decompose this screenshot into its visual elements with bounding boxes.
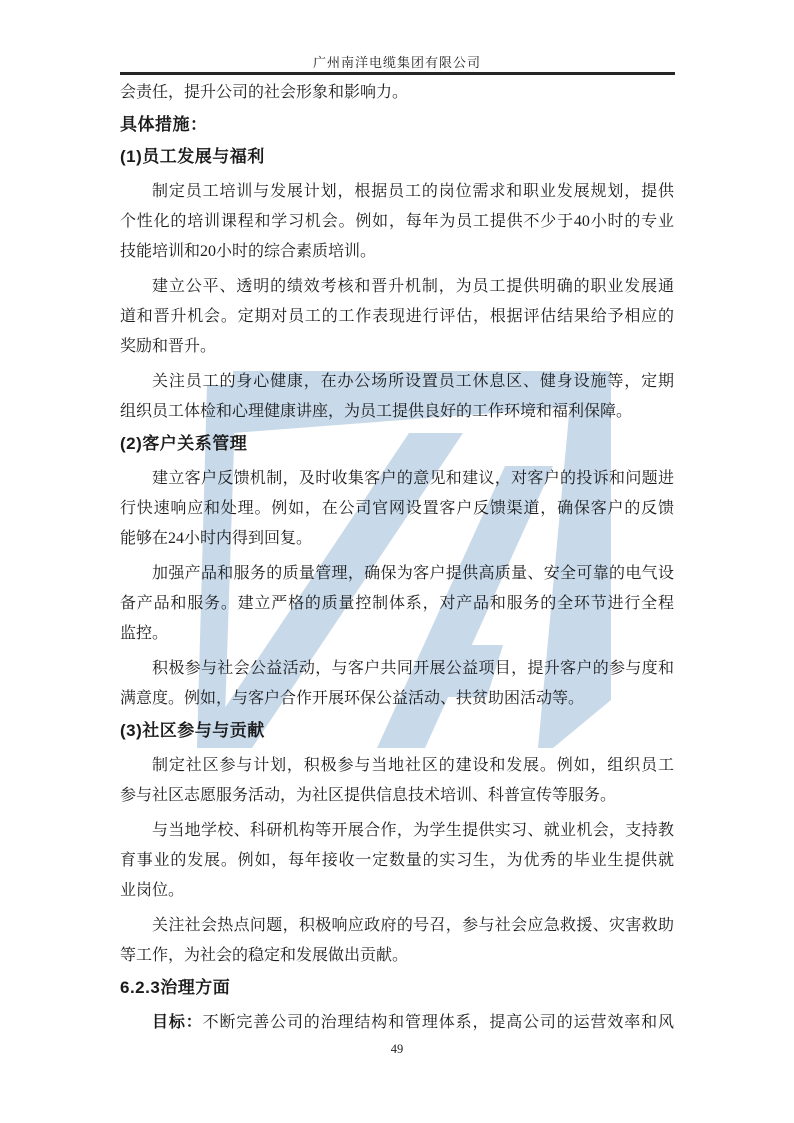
text-line: 行快速响应和处理。例如，在公司官网设置客户反馈渠道，确保客户的反馈 <box>120 500 674 517</box>
document-body <box>120 78 674 1038</box>
section-heading <box>120 973 674 1003</box>
text-line: (1)员工发展与福利 <box>120 147 265 166</box>
text-line: 监控。 <box>120 625 169 642</box>
text-line: 制定社区参与计划，积极参与当地社区的建设和发展。例如，组织员工 <box>152 757 674 774</box>
paragraph <box>120 367 674 427</box>
text-line: 目标：不断完善公司的治理结构和管理体系，提高公司的运营效率和风 <box>152 1014 674 1031</box>
text-line: 建立客户反馈机制，及时收集客户的意见和建议，对客户的投诉和问题进 <box>152 470 674 487</box>
section-heading <box>120 716 674 746</box>
text-line: 参与社区志愿服务活动，为社区提供信息技术培训、科普宣传等服务。 <box>120 787 617 804</box>
paragraph <box>120 1008 674 1038</box>
text-line: 等工作，为社会的稳定和发展做出贡献。 <box>120 947 409 964</box>
text-line: 会责任，提升公司的社会形象和影响力。 <box>120 84 409 101</box>
header-company-name: 广州南洋电缆集团有限公司 <box>312 55 481 70</box>
text-line: 建立公平、透明的绩效考核和晋升机制，为员工提供明确的职业发展通 <box>152 278 674 295</box>
text-line: 满意度。例如，与客户合作开展环保公益活动、扶贫助困活动等。 <box>120 690 585 707</box>
paragraph <box>120 78 674 108</box>
paragraph <box>120 751 674 811</box>
text-line: 业岗位。 <box>120 882 185 899</box>
section-heading <box>120 110 674 140</box>
section-heading <box>120 429 674 459</box>
page-footer <box>0 1042 794 1057</box>
text-line: 具体措施： <box>120 115 208 134</box>
paragraph <box>120 816 674 906</box>
paragraph <box>120 559 674 649</box>
text-line: 技能培训和20小时的综合素质培训。 <box>120 243 377 260</box>
text-line: 奖励和晋升。 <box>120 338 217 355</box>
text-line: 6.2.3治理方面 <box>120 978 231 997</box>
page-number: 49 <box>390 1042 404 1056</box>
text-line: 积极参与社会公益活动，与客户共同开展公益项目，提升客户的参与度和 <box>152 660 674 677</box>
paragraph <box>120 272 674 362</box>
header-rule <box>120 72 675 75</box>
paragraph <box>120 654 674 714</box>
text-line: 关注社会热点问题，积极响应政府的号召，参与社会应急救援、灾害救助 <box>152 917 674 934</box>
text-line: 组织员工体检和心理健康讲座，为员工提供良好的工作环境和福利保障。 <box>120 403 633 420</box>
bold-lead-in: 目标： <box>152 1014 203 1031</box>
text-line: (3)社区参与与贡献 <box>120 721 265 740</box>
text-line: 能够在24小时内得到回复。 <box>120 530 313 547</box>
text-line: 制定员工培训与发展计划，根据员工的岗位需求和职业发展规划，提供 <box>152 183 674 200</box>
text-line: 育事业的发展。例如，每年接收一定数量的实习生，为优秀的毕业生提供就 <box>120 852 674 869</box>
paragraph <box>120 464 674 554</box>
text-line: 关注员工的身心健康，在办公场所设置员工休息区、健身设施等，定期 <box>152 373 674 390</box>
section-heading <box>120 142 674 172</box>
text-line: 与当地学校、科研机构等开展合作，为学生提供实习、就业机会，支持教 <box>152 822 674 839</box>
paragraph <box>120 911 674 971</box>
text-line: 加强产品和服务的质量管理，确保为客户提供高质量、安全可靠的电气设 <box>152 565 674 582</box>
text-line: (2)客户关系管理 <box>120 434 248 453</box>
paragraph <box>120 177 674 267</box>
text-line: 备产品和服务。建立严格的质量控制体系，对产品和服务的全环节进行全程 <box>120 595 674 612</box>
text-line: 道和晋升机会。定期对员工的工作表现进行评估，根据评估结果给予相应的 <box>120 308 674 325</box>
text-line: 个性化的培训课程和学习机会。例如，每年为员工提供不少于40小时的专业 <box>120 213 674 230</box>
